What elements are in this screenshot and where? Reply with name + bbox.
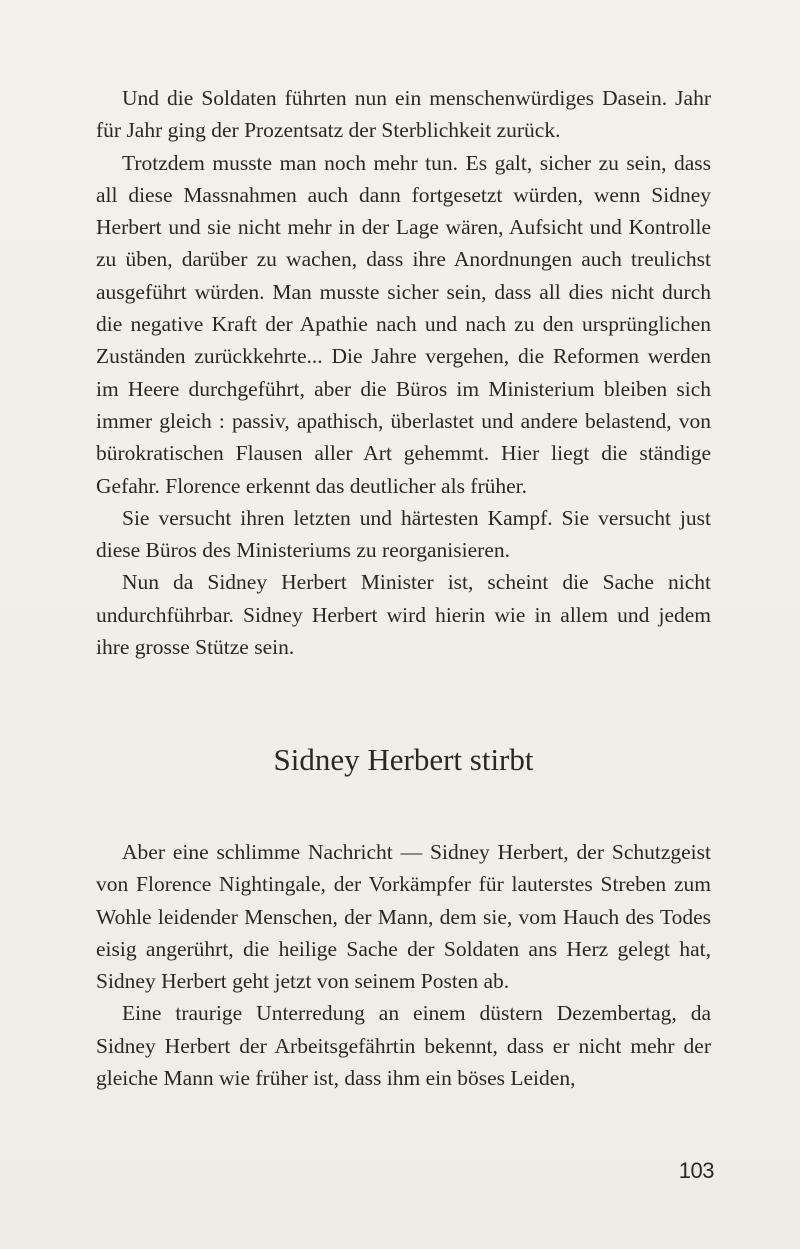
paragraph: Aber eine schlimme Nachricht — Sidney Herbert, der Schutzgeist von Florence Nightingale, der Vorkämpfer für lauterstes Streben zum Wohle leidender Menschen, der Mann, dem sie, vom Hauch des Todes eisig angerührt, die heilige Sache der Soldaten ans Herz gelegt hat, Sidney Herbert geht jetzt von seinem Posten ab.: [96, 840, 711, 994]
paragraph: Trotzdem musste man noch mehr tun. Es galt, sicher zu sein, dass all diese Massnahmen auch dann fortgesetzt würden, wenn Sidney Herbert und sie nicht mehr in der Lage wären, Aufsicht und Kontrolle zu üben, darüber zu wachen, dass ihre Anordnungen auch treulichst ausgeführt würden. Man musste sicher sein, dass all dies nicht durch die negative Kraft der Apathie nach und nach zu den ursprünglichen Zuständen zurückkehrte... Die Jahre vergehen, die Reformen werden im Heere durchgeführt, aber die Büros im Ministerium bleiben sich immer gleich : passiv, apathisch, überlastet und andere belastend, von bürokratischen Flausen aller Art gehemmt. Hier liegt die ständige Gefahr. Florence erkennt das deutlicher als früher.: [96, 150, 711, 498]
body-text-upper: [96, 82, 711, 663]
paragraph: Nun da Sidney Herbert Minister ist, scheint die Sache nicht undurchführbar. Sidney Herbert wird hierin wie in allem und jedem ihre grosse Stütze sein.: [96, 570, 711, 660]
paragraph: Sie versucht ihren letzten und härtesten Kampf. Sie versucht just diese Büros des Ministeriums zu reorganisieren.: [96, 505, 711, 563]
page-number: 103: [678, 1158, 714, 1183]
paragraph: Und die Soldaten führten nun ein menschenwürdiges Dasein. Jahr für Jahr ging der Prozentsatz der Sterblichkeit zurück.: [96, 86, 711, 143]
paragraph: Eine traurige Unterredung an einem düstern Dezembertag, da Sidney Herbert der Arbeitsgefährtin bekennt, dass er nicht mehr der gleiche Mann wie früher ist, dass ihm ein böses Leiden,: [96, 1001, 711, 1091]
section-heading: Sidney Herbert stirbt: [273, 742, 534, 777]
body-text-lower: [96, 836, 711, 1094]
